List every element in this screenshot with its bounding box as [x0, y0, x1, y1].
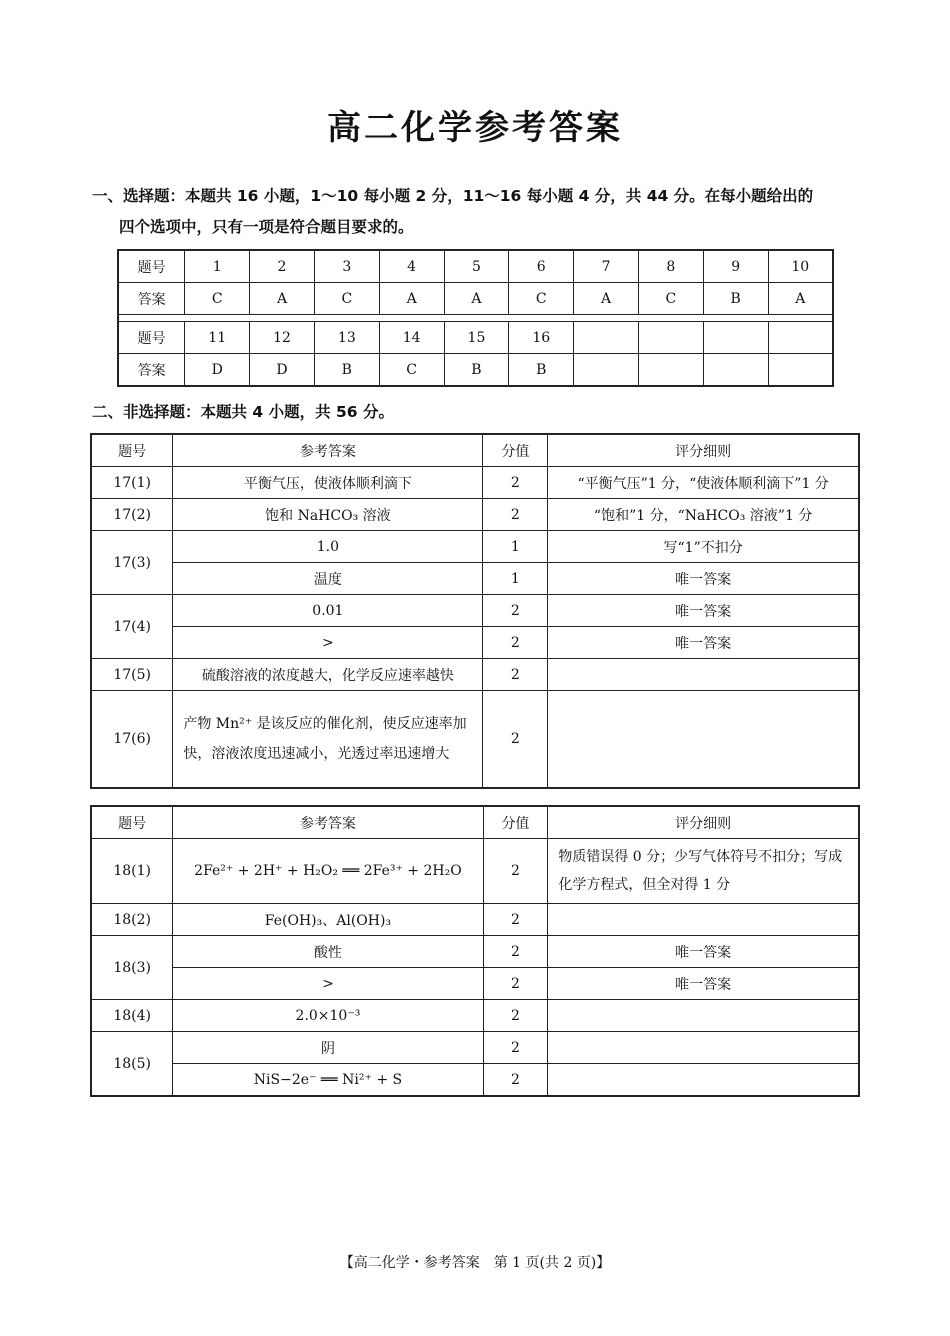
- mc-number: 6: [509, 250, 574, 283]
- header-answer: 参考答案: [173, 434, 483, 467]
- score-cell: 2: [483, 936, 548, 968]
- answer-cell: 2.0×10⁻³: [173, 1000, 483, 1032]
- question-id: 17(5): [91, 659, 173, 691]
- mc-answer: C: [314, 283, 379, 315]
- header-answer: 参考答案: [173, 806, 483, 839]
- table-row: [91, 659, 859, 691]
- table-row: [91, 1064, 859, 1097]
- question-id: 17(6): [91, 691, 173, 789]
- mc-label-answer: 答案: [118, 354, 185, 387]
- mc-number: 14: [379, 322, 444, 354]
- question-id: 18(3): [91, 936, 173, 1000]
- score-cell: 2: [483, 691, 548, 789]
- score-cell: 2: [483, 904, 548, 936]
- question-id: 17(2): [91, 499, 173, 531]
- mc-number: 4: [379, 250, 444, 283]
- q18-table: [90, 805, 860, 1097]
- answer-cell: NiS−2e⁻ ══ Ni²⁺ + S: [173, 1064, 483, 1097]
- mc-answer: B: [509, 354, 574, 387]
- criteria-cell: 唯一答案: [548, 595, 859, 627]
- table-row: [91, 1000, 859, 1032]
- mc-row-numbers-2: [118, 322, 833, 354]
- mc-answer: A: [444, 283, 509, 315]
- answer-cell: 阴: [173, 1032, 483, 1064]
- table-row: [91, 627, 859, 659]
- mc-answer: B: [444, 354, 509, 387]
- mc-answer: A: [379, 283, 444, 315]
- question-id: 17(4): [91, 595, 173, 659]
- mc-number: 11: [185, 322, 250, 354]
- answer-cell: >: [173, 627, 483, 659]
- criteria-cell: [548, 1032, 859, 1064]
- mc-answer: [638, 354, 703, 387]
- header-number: 题号: [91, 806, 173, 839]
- mc-answer: A: [768, 283, 833, 315]
- header-score: 分值: [483, 806, 548, 839]
- table-row: [91, 467, 859, 499]
- table-row: [91, 499, 859, 531]
- mc-answer: D: [185, 354, 250, 387]
- question-id: 18(1): [91, 839, 173, 904]
- criteria-cell: 唯一答案: [548, 968, 859, 1000]
- page-title: 高二化学参考答案: [327, 108, 623, 148]
- mc-row-answers-2: [118, 354, 833, 387]
- mc-number: 13: [314, 322, 379, 354]
- criteria-cell: [548, 659, 859, 691]
- mc-answer: C: [638, 283, 703, 315]
- criteria-cell: [548, 904, 859, 936]
- score-cell: 2: [483, 968, 548, 1000]
- answer-cell: Fe(OH)₃、Al(OH)₃: [173, 904, 483, 936]
- table-row: [91, 595, 859, 627]
- criteria-cell: [548, 691, 859, 789]
- score-cell: 1: [483, 563, 548, 595]
- score-cell: 2: [483, 627, 548, 659]
- mc-answer: A: [250, 283, 315, 315]
- criteria-cell: 唯一答案: [548, 627, 859, 659]
- mc-row-numbers-1: [118, 250, 833, 283]
- mc-number: 16: [509, 322, 574, 354]
- mc-number: 2: [250, 250, 315, 283]
- mc-label-number: 题号: [118, 322, 185, 354]
- mc-number: 1: [185, 250, 250, 283]
- question-id: 17(3): [91, 531, 173, 595]
- mc-number: 10: [768, 250, 833, 283]
- answer-cell: 0.01: [173, 595, 483, 627]
- mc-number: 5: [444, 250, 509, 283]
- answer-cell: >: [173, 968, 483, 1000]
- answer-cell: 1.0: [173, 531, 483, 563]
- mc-number: 9: [703, 250, 768, 283]
- score-cell: 2: [483, 1032, 548, 1064]
- criteria-cell: 物质错误得 0 分；少写气体符号不扣分；写成化学方程式，但全对得 1 分: [548, 839, 859, 904]
- criteria-cell: [548, 1064, 859, 1097]
- mc-divider: [118, 315, 833, 322]
- mc-answer: D: [250, 354, 315, 387]
- criteria-cell: “饱和”1 分，“NaHCO₃ 溶液”1 分: [548, 499, 859, 531]
- mc-label-number: 题号: [118, 250, 185, 283]
- question-id: 18(4): [91, 1000, 173, 1032]
- score-cell: 2: [483, 1000, 548, 1032]
- q17-header-row: [91, 434, 859, 467]
- mc-answer: [574, 354, 639, 387]
- answer-cell: 硫酸溶液的浓度越大，化学反应速率越快: [173, 659, 483, 691]
- table-row: [91, 691, 859, 789]
- mc-number: 8: [638, 250, 703, 283]
- answer-cell: 产物 Mn²⁺ 是该反应的催化剂，使反应速率加快，溶液浓度迅速减小，光透过率迅速增大: [173, 691, 483, 789]
- table-row: [91, 531, 859, 563]
- table-row: [91, 839, 859, 904]
- mc-answer: B: [703, 283, 768, 315]
- criteria-cell: 唯一答案: [548, 563, 859, 595]
- criteria-cell: 唯一答案: [548, 936, 859, 968]
- score-cell: 2: [483, 839, 548, 904]
- answer-cell: 平衡气压，使液体顺利滴下: [173, 467, 483, 499]
- answer-cell: 2Fe²⁺ + 2H⁺ + H₂O₂ ══ 2Fe³⁺ + 2H₂O: [173, 839, 483, 904]
- score-cell: 2: [483, 1064, 548, 1097]
- score-cell: 2: [483, 499, 548, 531]
- mc-row-answers-1: [118, 283, 833, 315]
- criteria-cell: 写“1”不扣分: [548, 531, 859, 563]
- header-number: 题号: [91, 434, 173, 467]
- mc-number: [703, 322, 768, 354]
- section2-heading: 二、非选择题：本题共 4 小题，共 56 分。: [92, 403, 394, 421]
- mc-answer: A: [574, 283, 639, 315]
- criteria-cell: [548, 1000, 859, 1032]
- mc-answer: C: [379, 354, 444, 387]
- mc-answer-table: [117, 249, 834, 387]
- page-footer: 【高二化学・参考答案 第 1 页(共 2 页)】: [339, 1255, 611, 1271]
- mc-number: [638, 322, 703, 354]
- table-row: [91, 904, 859, 936]
- section1-heading-line2: 四个选项中，只有一项是符合题目要求的。: [119, 218, 414, 236]
- mc-number: 7: [574, 250, 639, 283]
- table-row: [91, 936, 859, 968]
- mc-answer: B: [314, 354, 379, 387]
- score-cell: 2: [483, 595, 548, 627]
- mc-number: 3: [314, 250, 379, 283]
- q18-header-row: [91, 806, 859, 839]
- mc-label-answer: 答案: [118, 283, 185, 315]
- mc-answer: [703, 354, 768, 387]
- answer-cell: 酸性: [173, 936, 483, 968]
- question-id: 18(2): [91, 904, 173, 936]
- mc-answer: [768, 354, 833, 387]
- q17-table: [90, 433, 860, 789]
- header-score: 分值: [483, 434, 548, 467]
- mc-number: 15: [444, 322, 509, 354]
- answer-cell: 饱和 NaHCO₃ 溶液: [173, 499, 483, 531]
- table-row: [91, 563, 859, 595]
- mc-answer: C: [185, 283, 250, 315]
- header-criteria: 评分细则: [548, 806, 859, 839]
- table-row: [91, 1032, 859, 1064]
- criteria-cell: “平衡气压”1 分，“使液体顺利滴下”1 分: [548, 467, 859, 499]
- score-cell: 2: [483, 659, 548, 691]
- mc-answer: C: [509, 283, 574, 315]
- score-cell: 2: [483, 467, 548, 499]
- mc-number: [574, 322, 639, 354]
- header-criteria: 评分细则: [548, 434, 859, 467]
- mc-number: 12: [250, 322, 315, 354]
- question-id: 17(1): [91, 467, 173, 499]
- table-row: [91, 968, 859, 1000]
- answer-cell: 温度: [173, 563, 483, 595]
- mc-number: [768, 322, 833, 354]
- score-cell: 1: [483, 531, 548, 563]
- question-id: 18(5): [91, 1032, 173, 1097]
- section1-heading-line1: 一、选择题：本题共 16 小题，1～10 每小题 2 分，11～16 每小题 4 分，共 44 分。在每小题给出的: [92, 187, 814, 205]
